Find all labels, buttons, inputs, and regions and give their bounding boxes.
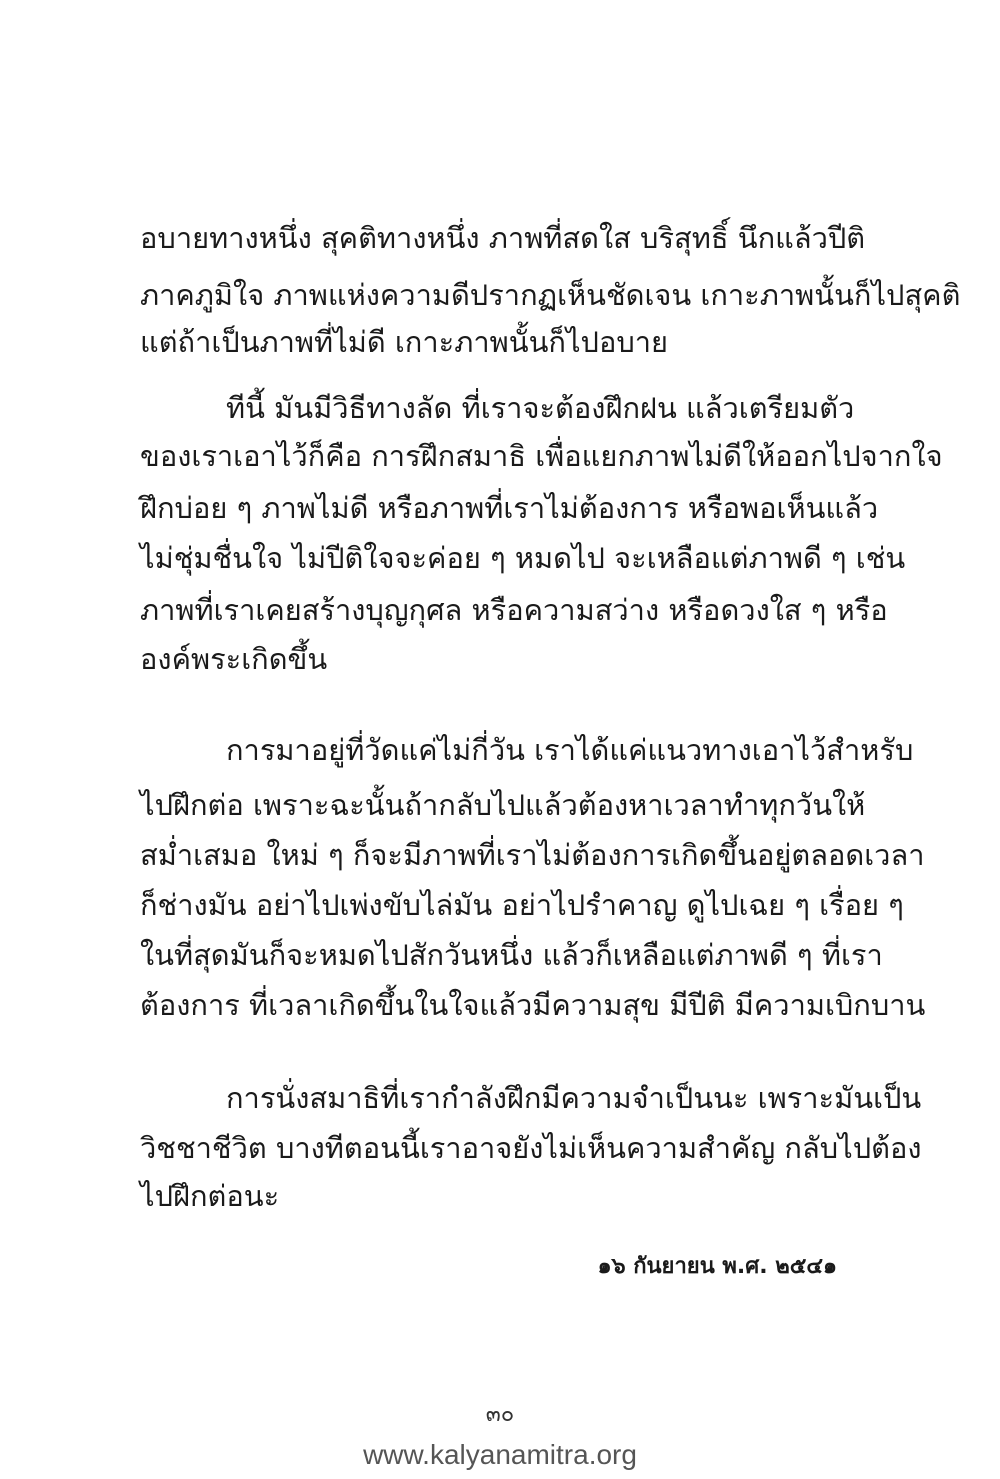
paragraph-3-line-4: ก็ช่างมัน อย่าไปเพ่งขับไล่มัน อย่าไปรำคาญ ดูไปเฉย ๆ เรื่อย ๆ: [140, 888, 904, 922]
date-label: ๑๖ กันยายน พ.ศ. ๒๕๔๑: [597, 1254, 837, 1279]
paragraph-1-line-3: แต่ถ้าเป็นภาพที่ไม่ดี เกาะภาพนั้นก็ไปอบาย: [140, 325, 669, 359]
paragraph-2-line-5: ภาพที่เราเคยสร้างบุญกุศล หรือความสว่าง หรือดวงใส ๆ หรือ: [140, 593, 888, 627]
paragraph-1-line-1: อบายทางหนึ่ง สุคติทางหนึ่ง ภาพที่สดใส บริสุทธิ์ นึกแล้วปีติ: [140, 221, 866, 255]
paragraph-4-line-1: การนั่งสมาธิที่เรากำลังฝึกมีความจำเป็นนะ เพราะมันเป็น: [226, 1081, 922, 1115]
paragraph-2-line-4: ไม่ชุ่มชื่นใจ ไม่ปีติใจจะค่อย ๆ หมดไป จะเหลือแต่ภาพดี ๆ เช่น: [140, 541, 906, 575]
paragraph-3-line-2: ไปฝึกต่อ เพราะฉะนั้นถ้ากลับไปแล้วต้องหาเวลาทำทุกวันให้: [140, 788, 866, 822]
paragraph-2-line-2: ของเราเอาไว้ก็คือ การฝึกสมาธิ เพื่อแยกภาพไม่ดีให้ออกไปจากใจ: [140, 439, 943, 473]
paragraph-2-line-1: ทีนี้ มันมีวิธีทางลัด ที่เราจะต้องฝึกฝน แล้วเตรียมตัว: [226, 391, 855, 425]
website-footer: www.kalyanamitra.org: [363, 1439, 637, 1470]
page-number: ๓๐: [485, 1402, 515, 1427]
paragraph-3-line-1: การมาอยู่ที่วัดแค่ไม่กี่วัน เราได้แค่แนวทางเอาไว้สำหรับ: [226, 733, 914, 767]
paragraph-2-line-6: องค์พระเกิดขึ้น: [140, 642, 328, 676]
paragraph-2-line-3: ฝึกบ่อย ๆ ภาพไม่ดี หรือภาพที่เราไม่ต้องการ หรือพอเห็นแล้ว: [140, 491, 879, 525]
paragraph-3-line-3: สม่ำเสมอ ใหม่ ๆ ก็จะมีภาพที่เราไม่ต้องการเกิดขึ้นอยู่ตลอดเวลา: [140, 838, 925, 872]
paragraph-1-line-2: ภาคภูมิใจ ภาพแห่งความดีปรากฏเห็นชัดเจน เกาะภาพนั้นก็ไปสุคติ: [140, 278, 961, 312]
paragraph-4-line-3: ไปฝึกต่อนะ: [140, 1179, 280, 1213]
paragraph-3-line-6: ต้องการ ที่เวลาเกิดขึ้นในใจแล้วมีความสุข มีปีติ มีความเบิกบาน: [140, 988, 926, 1022]
paragraph-3-line-5: ในที่สุดมันก็จะหมดไปสักวันหนึ่ง แล้วก็เหลือแต่ภาพดี ๆ ที่เรา: [140, 938, 883, 972]
paragraph-4-line-2: วิชชาชีวิต บางทีตอนนี้เราอาจยังไม่เห็นความสำคัญ กลับไปต้อง: [140, 1131, 922, 1165]
